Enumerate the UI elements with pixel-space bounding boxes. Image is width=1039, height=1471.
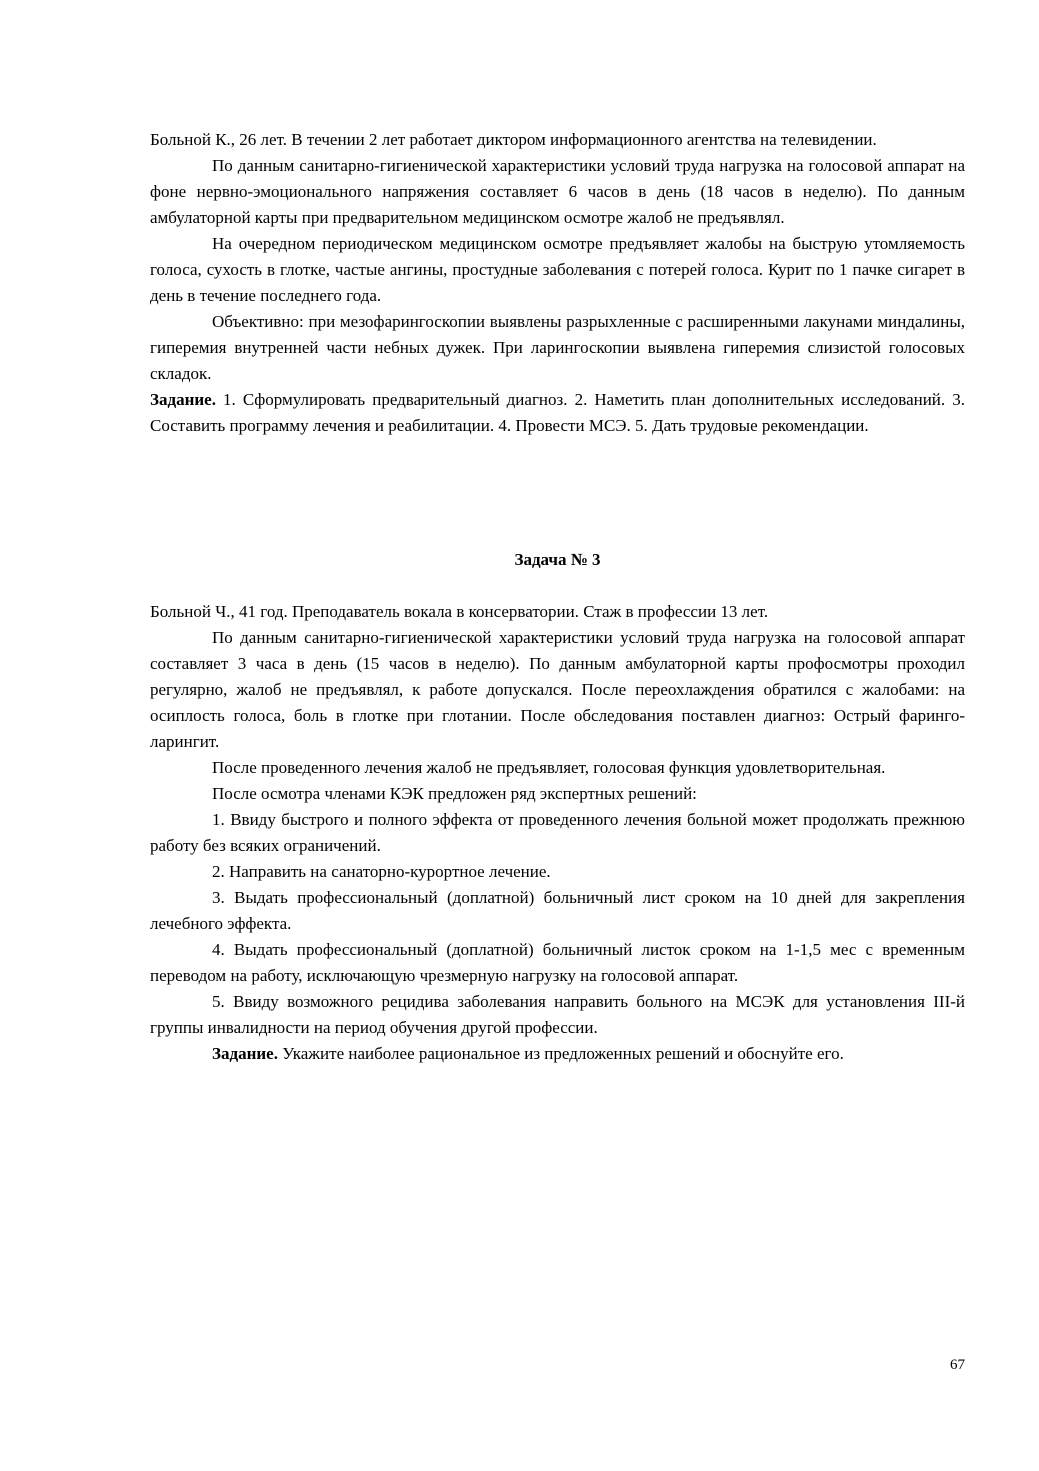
case-3-task-text: Укажите наиболее рациональное из предложенных решений и обоснуйте его. [277, 1044, 844, 1063]
case-3-paragraph-commission: После осмотра членами КЭК предложен ряд экспертных решений: [212, 784, 697, 803]
case-2-paragraph-conditions: По данным санитарно-гигиенической характеристики условий труда нагрузка на голосовой аппарат на фоне нервно-эмоционального напряжения составляет 6 часов в день (18 часов в неделю). По данным амбулаторной карты при предварительном медицинском осмотре жалоб не предъявлял. [150, 156, 965, 227]
case-3-task [150, 1041, 965, 1067]
page-number: 67 [950, 1357, 965, 1373]
case-2-task [150, 387, 965, 439]
expert-decision-2: 2. Направить на санаторно-курортное лечение. [212, 862, 551, 881]
case-2-task-text: 1. Сформулировать предварительный диагноз. 2. Наметить план дополнительных исследований. 3. Составить программу лечения и реабилитации. 4. Провести МСЭ. 5. Дать трудовые рекомендации. [150, 390, 965, 435]
case-3-paragraph-treatment: После проведенного лечения жалоб не предъявляет, голосовая функция удовлетворительная. [212, 758, 886, 777]
case-2-paragraph-complaints: На очередном периодическом медицинском осмотре предъявляет жалобы на быструю утомляемость голоса, сухость в глотке, частые ангины, простудные заболевания с потерей голоса. Курит по 1 пачке сигарет в день в течение последнего года. [150, 234, 965, 305]
case-3-intro: Больной Ч., 41 год. Преподаватель вокала в консерватории. Стаж в профессии 13 лет. [150, 602, 769, 621]
case-3-body [150, 599, 965, 1067]
case-2-task-label: Задание. [150, 390, 216, 409]
case-3-task-label: Задание. [212, 1044, 278, 1063]
expert-decision-4: 4. Выдать профессиональный (доплатной) больничный листок сроком на 1-1,5 мес с временным переводом на работу, исключающую чрезмерную нагрузку на голосовой аппарат. [150, 940, 965, 985]
case-2-paragraph-objective: Объективно: при мезофарингоскопии выявлены разрыхленные с расширенными лакунами миндалины, гиперемия внутренней части небных дужек. При ларингоскопии выявлена гиперемия слизистой голосовых складок. [150, 312, 965, 383]
case-2-intro: Больной К., 26 лет. В течении 2 лет работает диктором информационного агентства на телевидении. [150, 130, 877, 149]
expert-decision-1: 1. Ввиду быстрого и полного эффекта от проведенного лечения больной может продолжать прежнюю работу без всяких ограничений. [150, 810, 965, 855]
case-3-paragraph-conditions: По данным санитарно-гигиенической характеристики условий труда нагрузка на голосовой аппарат составляет 3 часа в день (15 часов в неделю). По данным амбулаторной карты профосмотры проходил регулярно, жалоб не предъявлял, к работе допускался. После переохлаждения обратился с жалобами: на осиплость голоса, боль в глотке при глотании. После обследования поставлен диагноз: Острый фаринго-ларингит. [150, 628, 965, 751]
expert-decision-5: 5. Ввиду возможного рецидива заболевания направить больного на МСЭК для установления III-й группы инвалидности на период обучения другой профессии. [150, 992, 965, 1037]
expert-decision-3: 3. Выдать профессиональный (доплатной) больничный лист сроком на 10 дней для закрепления лечебного эффекта. [150, 888, 965, 933]
task-3-title: Задача № 3 [514, 550, 601, 569]
case-2-body [150, 127, 965, 439]
